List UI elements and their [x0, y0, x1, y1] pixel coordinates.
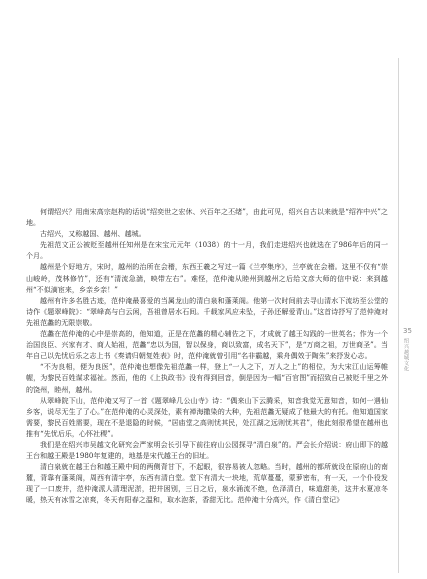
paragraph-6: 范蠡在范仲淹的心中是崇高的，他知道，正是在范蠡的精心辅佐之下，才成就了越王勾践的一世英名；作为一个治国良臣、兴家有才、商人始祖，范蠡“忠以为国，智以保身，商以致富，成名天下”，是“万商之祖，万世商圣”。当年自己以先忧后乐之志上书《奏请归朝复姓表》时，范仲淹就曾引用“名非霸越，乘舟偶效于陶朱”来抒发心志。 [26, 330, 388, 361]
paragraph-8: 从翠峰院下山，范仲淹又写了一首《题翠峰几公山寺》诗：“偶来山下云腾采，知音我觉无意知音，如何一遇仙乡客，说尽无生了了心。”在范仲淹的心灵深处，素有禅海撒染的大种，先祖范蠡无疑成了他最大的有托。他知道国家需要，黎民百姓需要，现在不是退隐的时候，“居庙堂之高则忧其民，处江湖之远则忧其君”，他此刻很希望在越州也推有“先忧后乐，心怀社稷”。 [26, 396, 388, 438]
paragraph-5: 越州有许多名胜古迹，范仲淹最喜爱的当属龙山的清白泉和蓬莱阁。他第一次时间前去寻山清水下流坊至公堂的诗作《题翠峰院》：“翠峰高与白云闲，吾祖曾居水石间。千载家风应未坠，子孙还解爱青山。”这首诗抒写了范仲淹对先祖范蠡的无限崇敬。 [26, 296, 388, 327]
paragraph-7: “不为良相，便为良医”，范仲淹也想像先祖范蠡一样，登上“一人之下，万人之上”的相位，为大宋江山运筹帷幄，为黎民百姓谋求福祉。然而，他的《上执政书》没有得到回音，倒是因为一幅“百官图”而招致自己被贬千里之外的饶州，睦州，越州。 [26, 363, 388, 394]
paragraph-1: 何谓绍兴？用南宋高宗赵构的话说“绍奕世之宏休、兴百年之丕绪”，由此可见，绍兴自古以来就是“绍祚中兴”之地。 [26, 208, 388, 228]
margin-divider [398, 58, 399, 573]
paragraph-10: 清白泉就在越王台和越王殿中间的两侧背甘下，不起眼，很容易被人忽略。当时，越州的都所就设在原府山的南麓，背靠有蓬莱阁，周西有清宇亭，东西有清白堂。堂下有清大一块地，荒草蔓蔓，蒙萝密布，有一天，一个仆役发现了一口废井，范仲淹派人清理泥淤，把井困别，三日之后，泉水涌流不绝，色泽清白，味道甜美，这井水夏凉冬暖，热天有冰雪之凉爽，冬天有阳春之温和，取水泡茶，香甜无比。范仲淹十分高兴，作《清白堂记》 [26, 463, 388, 505]
paragraph-3: 先祖范文正公被贬至越州任知州是在宋宝元元年（1038）的十一月，我们走进绍兴也就选在了986年后的同一个月。 [26, 241, 388, 261]
page-number: 35 [403, 327, 412, 335]
paragraph-9: 我们是在绍兴市吴越文化研究会严家明会长引导下前往府山公园探寻“清白泉”的。严会长介绍说：府山即下的越王台和越王殿是1980年复建的，地基是宋代越王台的旧址。 [26, 440, 388, 461]
paragraph-4: 越州是个好地方，宋时，越州的治所在会稽，东西王羲之写过一篇《兰亭集序》，兰亭就在会稽。这里不仅有“崇山峻岭，茂林修竹”，还有“清流急湍，映带左右”。难怪，范仲淹从睦州到越州之后给文彦大师的信中说：来到越州“不似滴宦来，乡亲乡亲！” [26, 263, 388, 294]
running-head: 绍兴越城文化 [403, 338, 409, 372]
paragraph-2: 古绍兴，又称越国、越州、越城。 [40, 230, 146, 239]
body-text [26, 207, 388, 507]
